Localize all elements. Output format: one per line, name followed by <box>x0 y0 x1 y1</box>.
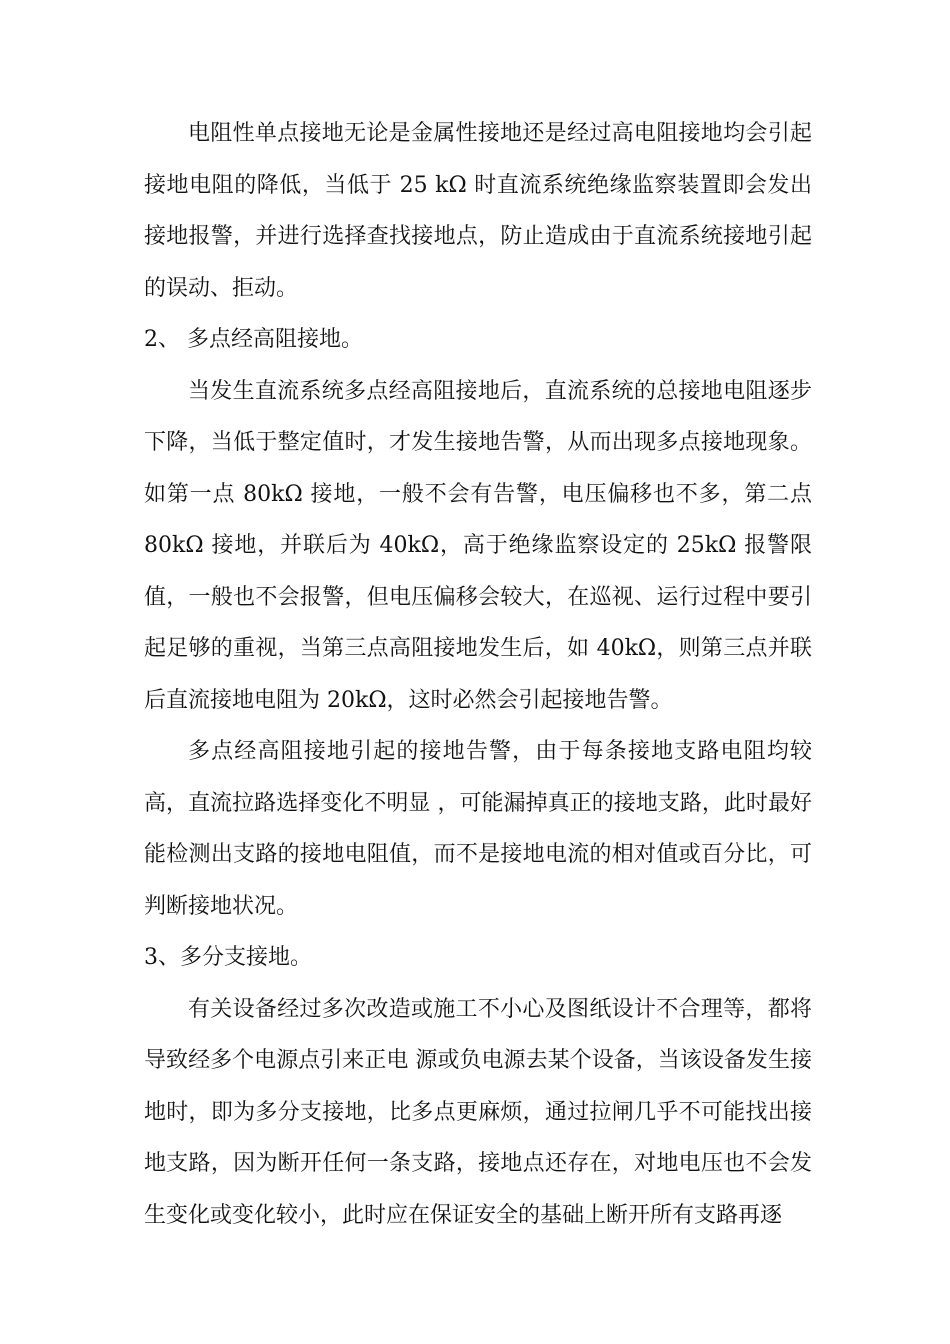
section-heading-3: 3、多分支接地。 <box>144 945 312 970</box>
section-heading-2: 2、 多点经高阻接地。 <box>144 327 363 352</box>
paragraph-single-point-grounding: 电阻性单点接地无论是金属性接地还是经过高电阻接地均会引起接地电阻的降低，当低于 25 kΩ 时直流系统绝缘监察装置即会发出接地报警，并进行选择查找接地点，防止造成由于直流系统接地引起的误动、拒动。 <box>144 121 812 301</box>
paragraph-multi-branch-grounding: 有关设备经过多次改造或施工不小心及图纸设计不合理等，都将导致经多个电源点引来正电 源或负电源去某个设备，当该设备发生接地时，即为多分支接地，比多点更麻烦，通过拉闸几乎不可能找出接地支路，因为断开任何一条支路，接地点还存在，对地电压也不会发生变化或变化较小，此时应在保证安全的基础上断开所有支路再逐 <box>144 996 812 1228</box>
document-body <box>144 108 812 1241</box>
paragraph-multi-point-alarm: 多点经高阻接地引起的接地告警，由于每条接地支路电阻均较高，直流拉路选择变化不明显 ，可能漏掉真正的接地支路，此时最好能检测出支路的接地电阻值，而不是接地电流的相对值或百分比，可判断接地状况。 <box>144 739 812 919</box>
paragraph-multi-point-high-resistance: 当发生直流系统多点经高阻接地后，直流系统的总接地电阻逐步下降，当低于整定值时，才发生接地告警，从而出现多点接地现象。如第一点 80kΩ 接地，一般不会有告警，电压偏移也不多，第二点 80kΩ 接地，并联后为 40kΩ，高于绝缘监察设定的 25kΩ 报警限值，一般也不会报警，但电压偏移会较大，在巡视、运行过程中要引起足够的重视，当第三点高阻接地发生后，如 40kΩ，则第三点并联后直流接地电阻为 20kΩ，这时必然会引起接地告警。 <box>144 378 812 713</box>
